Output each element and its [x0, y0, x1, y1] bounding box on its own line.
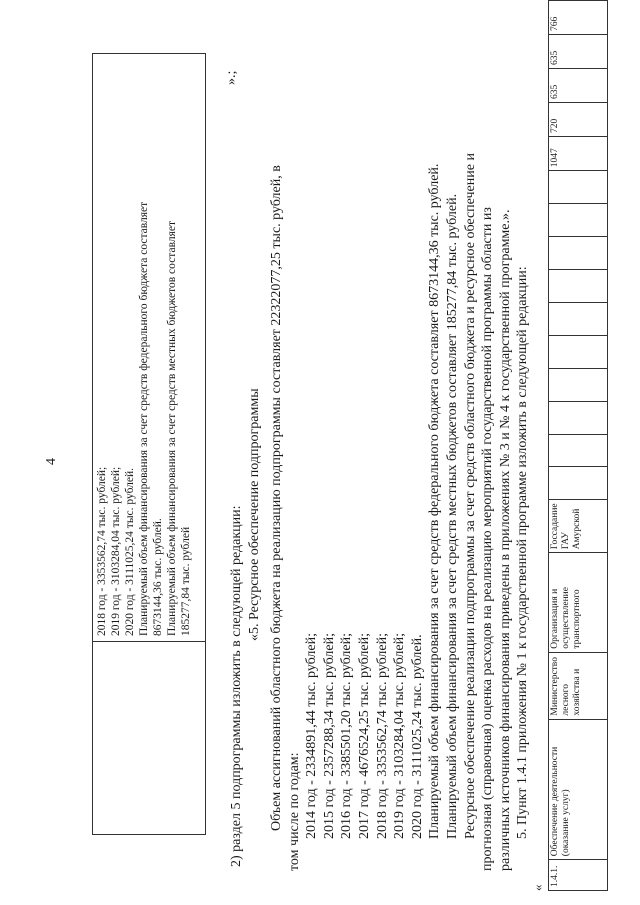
row-ministry: Министерство лесного хозяйства и	[549, 652, 608, 719]
table-divider	[93, 641, 205, 642]
year-line: 2015 год - 2357288,34 тыс. рублей;	[321, 632, 337, 839]
top-table-line: Планируемый объем финансирования за счет средств местных бюджетов составляет	[166, 220, 178, 636]
row-executor: Госсадание ГАУ Амурской	[549, 500, 608, 553]
row-name: Обеспечение деятельности (оказание услуг)	[549, 719, 608, 860]
cell-empty	[549, 401, 608, 434]
section-intro: 2) раздел 5 подпрограммы изложить в следующей редакции:	[229, 505, 244, 867]
section-intro-block	[228, 41, 263, 871]
top-table-line: 2019 год - 3103284,04 тыс. рублей;	[110, 466, 122, 636]
paragraph-resource-cont: прогнозная (справочная) оценка расходов на реализацию мероприятий государственной программы области из	[480, 207, 496, 871]
top-table-line: 2020 год - 3111025,24 тыс. рублей.	[124, 467, 136, 636]
table-row	[549, 1, 608, 891]
quote-open: «	[530, 884, 545, 891]
paragraph-local: Планируемый объем финансирования за счет средств местных бюджетов составляет 185277,84 тыс. рублей.	[444, 193, 460, 839]
year-line: 2017 год - 4676524,25 тыс. рублей;	[356, 632, 372, 839]
cell-value: 766	[549, 1, 608, 35]
cell-empty	[549, 237, 608, 270]
top-table-line: Планируемый объем финансирования за счет средств федерального бюджета составляет	[138, 201, 150, 636]
cell-empty	[549, 434, 608, 467]
body-text	[268, 41, 532, 871]
year-line: 2018 год - 3353562,74 тыс. рублей;	[374, 632, 390, 839]
top-table	[92, 53, 206, 835]
cell-empty	[549, 467, 608, 500]
row-org: Организация и осуществление транспортного	[549, 553, 608, 653]
cell-empty	[549, 270, 608, 303]
section-title: «5. Ресурсное обеспечение подпрограммы	[246, 388, 262, 641]
cell-value: 1047	[549, 136, 608, 170]
bottom-table	[548, 0, 608, 905]
paragraph-item5: 5. Пункт 1.4.1 приложения № 1 к государственной программе изложить в следующей редакции:	[515, 266, 531, 839]
cell-value: 635	[549, 35, 608, 69]
top-table-cell	[95, 61, 193, 636]
cell-empty	[549, 171, 608, 204]
cell-empty	[549, 302, 608, 335]
year-line: 2014 год - 2334891,44 тыс. рублей;	[304, 632, 320, 839]
page-number: 4	[44, 458, 59, 465]
top-table-line: 2018 год - 3353562,74 тыс. рублей;	[96, 466, 108, 636]
top-table-line: 185277,84 тыс. рублей	[180, 526, 192, 636]
cell-empty	[549, 204, 608, 237]
paragraph-resource: Ресурсное обеспечение реализации подпрограммы за счет средств областного бюджета и ресурсное обеспечение и	[462, 153, 478, 839]
cell-empty	[549, 368, 608, 401]
year-line: 2016 год - 3385501,20 тыс. рублей;	[339, 632, 355, 839]
cell-empty	[549, 335, 608, 368]
top-table-line: 8673144,36 тыс. рублей.	[152, 518, 164, 636]
paragraph-resource-cont: различных источников финансирования приведены в приложениях № 3 и № 4 к государственной программе.».	[497, 209, 513, 871]
row-number: 1.4.1.	[549, 860, 608, 891]
paragraph-volume-cont: том числе по годам:	[286, 752, 302, 871]
year-line: 2019 год - 3103284,04 тыс. рублей;	[392, 632, 408, 839]
cell-value: 635	[549, 69, 608, 103]
paragraph-federal: Планируемый объем финансирования за счет средств федерального бюджета составляет 8673144,36 тыс. рублей.	[427, 163, 443, 839]
cell-value: 720	[549, 102, 608, 136]
year-line: 2020 год - 3111025,24 тыс. рублей.	[409, 634, 425, 839]
table-tail-mark: ».;	[224, 70, 239, 85]
paragraph-volume: Объем ассигнований областного бюджета на реализацию подпрограммы составляет 22322077,25 тыс. рублей, в	[269, 165, 284, 831]
